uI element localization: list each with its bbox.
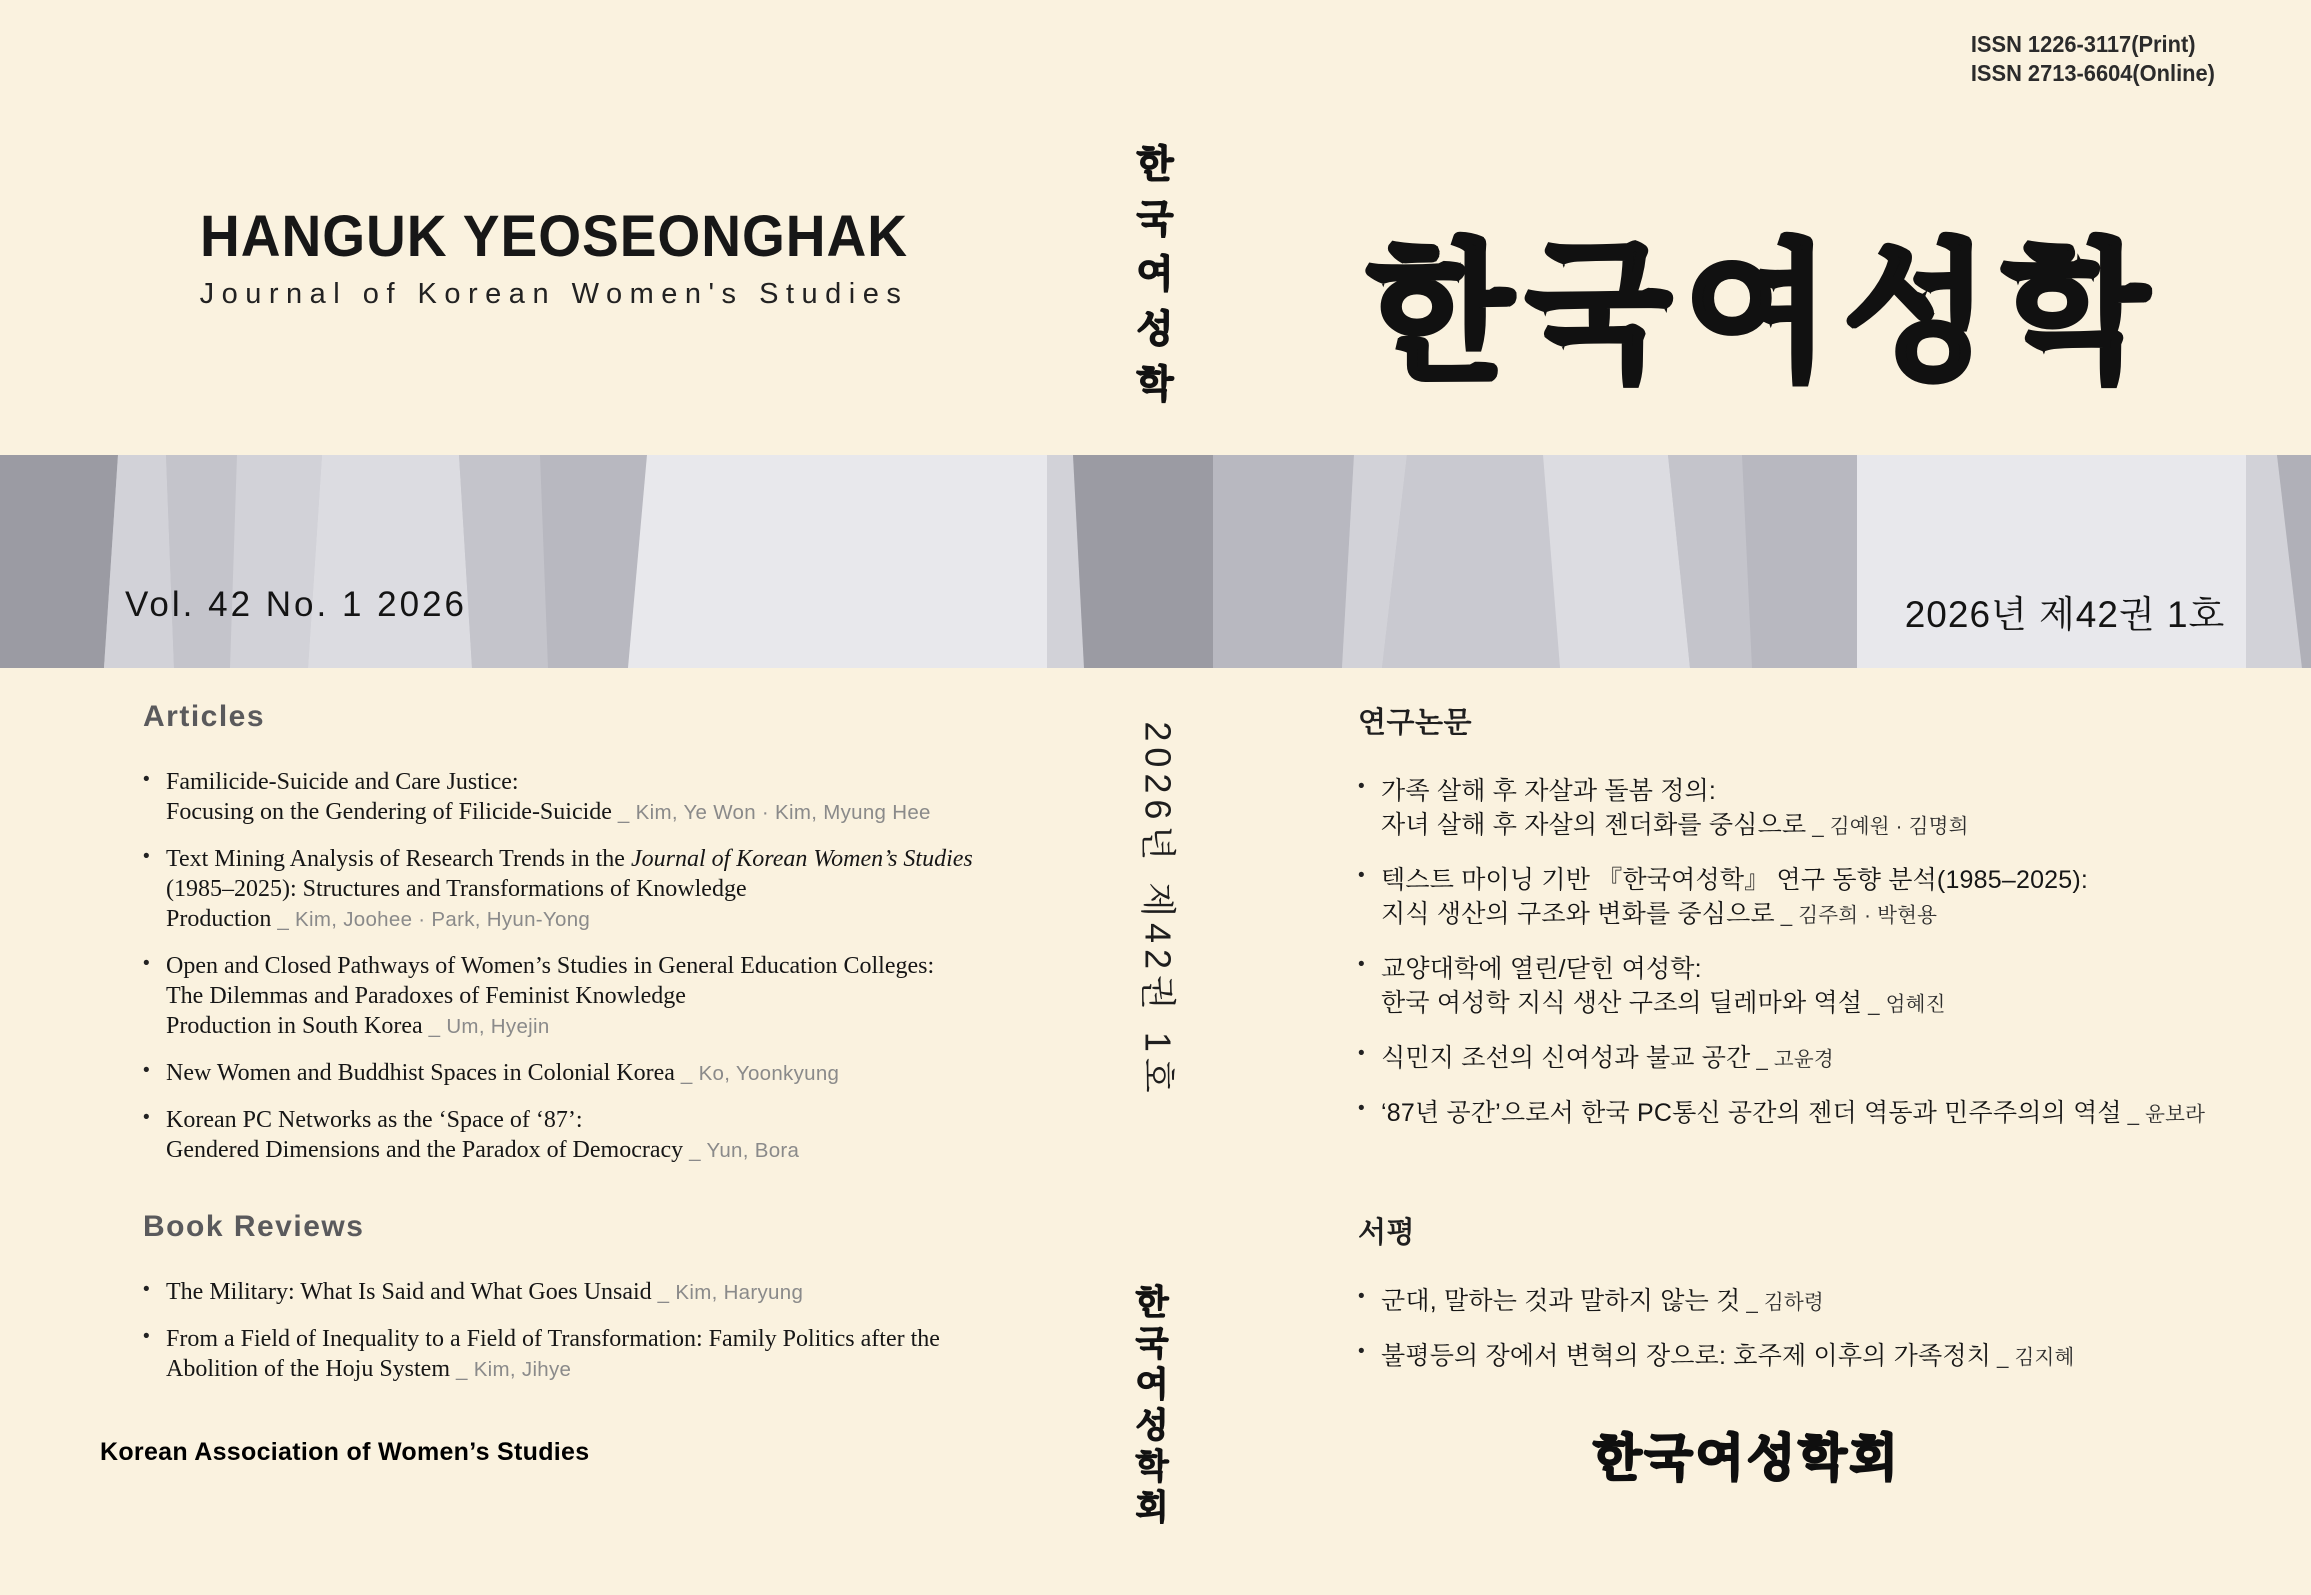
author-names: _ Kim, Ye Won · Kim, Myung Hee <box>611 801 931 824</box>
articles-heading: Articles <box>143 700 266 733</box>
toc-item <box>1358 1339 2218 1375</box>
author-names: _ 김주희 · 박현용 <box>1774 904 1938 927</box>
toc-title-line: Focusing on the Gendering of Filicide-Suicide _ Kim, Ye Won · Kim, Myung Hee <box>166 799 931 825</box>
toc-title-line: 자녀 살해 후 자살의 젠더화를 중심으로 _ 김예원 · 김명희 <box>1381 811 1969 839</box>
articles-section <box>143 700 1003 1182</box>
toc-title-line: Production in South Korea _ Um, Hyejin <box>166 1013 550 1039</box>
issn-online: ISSN 2713-6604(Online) <box>1970 60 2215 86</box>
bullet-icon: • <box>143 769 150 790</box>
toc-title-line: 가족 살해 후 자살과 돌봄 정의: <box>1381 777 1717 805</box>
bullet-icon: • <box>1358 1341 1365 1362</box>
spine-character: 여 <box>1136 254 1174 296</box>
toc-title-line: Production _ Kim, Joohee · Park, Hyun-Yong <box>166 906 591 932</box>
back-cover-title-block <box>0 203 1108 311</box>
toc-item <box>1358 1284 2218 1320</box>
author-names: _ 김예원 · 김명희 <box>1806 815 1969 838</box>
toc-item <box>143 1105 1003 1166</box>
publisher-english: Korean Association of Women’s Studies <box>100 1438 590 1466</box>
toc-title-line: Open and Closed Pathways of Women’s Studies in General Education Colleges: <box>166 953 935 979</box>
author-names: _ Um, Hyejin <box>422 1015 550 1038</box>
bullet-icon: • <box>1358 865 1365 886</box>
volume-english: Vol. 42 No. 1 2026 <box>125 585 467 624</box>
articles-list <box>143 767 1003 1166</box>
bullet-icon: • <box>1358 1286 1365 1307</box>
spine-character: 성 <box>1135 1407 1169 1445</box>
toc-title-line: 교양대학에 열린/닫힌 여성학: <box>1381 955 1702 983</box>
research-papers-heading: 연구논문 <box>1358 707 1473 739</box>
issn-block <box>1971 30 2215 88</box>
toc-item <box>143 1277 1003 1308</box>
toc-title-line: New Women and Buddhist Spaces in Colonial Korea _ Ko, Yoonkyung <box>166 1060 840 1086</box>
spine-character: 여 <box>1135 1366 1169 1404</box>
toc-item <box>1358 774 2218 844</box>
spine-character: 학 <box>1136 364 1174 406</box>
toc-title-line: (1985–2025): Structures and Transformations of Knowledge <box>166 876 747 902</box>
book-reviews-heading: Book Reviews <box>143 1210 365 1243</box>
author-names: _ 윤보라 <box>2121 1103 2206 1126</box>
spine-character: 회 <box>1135 1489 1169 1527</box>
bullet-icon: • <box>143 1060 150 1081</box>
korean-book-reviews-heading: 서평 <box>1358 1217 1416 1249</box>
toc-title-line: 불평등의 장에서 변혁의 장으로: 호주제 이후의 가족정치 _ 김지혜 <box>1381 1342 2075 1370</box>
toc-item <box>143 951 1003 1042</box>
korean-book-reviews-section <box>1358 1210 2218 1394</box>
publisher-korean-calligraphy: 한국여성학회 <box>1593 1430 1901 1486</box>
toc-title-line: Gendered Dimensions and the Paradox of Democracy _ Yun, Bora <box>166 1137 800 1163</box>
author-names: _ 엄혜진 <box>1862 993 1946 1016</box>
toc-title-line: ‘87년 공간’으로서 한국 PC통신 공간의 젠더 역동과 민주주의의 역설 _ 윤보라 <box>1381 1099 2206 1127</box>
research-papers-section <box>1358 700 2218 1151</box>
bullet-icon: • <box>1358 954 1365 975</box>
bullet-icon: • <box>143 953 150 974</box>
toc-title-line: From a Field of Inequality to a Field of Transformation: Family Politics after the <box>166 1326 940 1352</box>
korean-book-reviews-list <box>1358 1284 2218 1375</box>
author-names: _ 고윤경 <box>1750 1048 1834 1071</box>
toc-title-line: Abolition of the Hoju System _ Kim, Jihye <box>166 1356 572 1382</box>
volume-korean: 2026년 제42권 1호 <box>1904 594 2226 635</box>
spine-character: 국 <box>1136 199 1174 241</box>
spine-character: 국 <box>1135 1325 1169 1363</box>
toc-item <box>1358 1041 2218 1077</box>
research-papers-list <box>1358 774 2218 1132</box>
spine-title-vertical <box>1137 138 1174 413</box>
spine-volume-text: 2026년 제42권 1호 <box>1137 721 1179 1099</box>
toc-item <box>1358 1096 2218 1132</box>
toc-item <box>1358 952 2218 1022</box>
bullet-icon: • <box>143 1326 150 1347</box>
author-names: _ Kim, Haryung <box>651 1281 804 1304</box>
spine-character: 한 <box>1135 1284 1169 1322</box>
journal-title-romanized: HANGUK YEOSEONGHAK <box>200 204 908 269</box>
toc-item <box>143 767 1003 828</box>
toc-item <box>143 844 1003 935</box>
bullet-icon: • <box>143 846 150 867</box>
toc-item <box>1358 863 2218 933</box>
book-reviews-section <box>143 1210 1003 1401</box>
journal-title-korean-calligraphy: 한국여성학 <box>1367 229 2162 397</box>
spine-publisher-vertical <box>1136 1283 1169 1529</box>
toc-item <box>143 1058 1003 1089</box>
author-names: _ 김하령 <box>1740 1291 1824 1314</box>
toc-item <box>143 1324 1003 1385</box>
journal-subtitle-english: Journal of Korean Women's Studies <box>199 278 909 310</box>
toc-title-line: 텍스트 마이닝 기반 『한국여성학』 연구 동향 분석(1985–2025): <box>1381 866 2089 894</box>
issn-print: ISSN 1226-3117(Print) <box>1970 31 2196 57</box>
bullet-icon: • <box>143 1107 150 1128</box>
spine-character: 성 <box>1136 309 1174 351</box>
toc-title-line: 한국 여성학 지식 생산 구조의 딜레마와 역설 _ 엄혜진 <box>1381 989 1946 1017</box>
book-reviews-list <box>143 1277 1003 1385</box>
toc-title-line: 식민지 조선의 신여성과 불교 공간 _ 고윤경 <box>1381 1044 1834 1072</box>
bullet-icon: • <box>143 1279 150 1300</box>
author-names: _ Kim, Joohee · Park, Hyun-Yong <box>271 908 591 931</box>
author-names: _ Kim, Jihye <box>450 1358 572 1381</box>
toc-title-line: Familicide-Suicide and Care Justice: <box>166 769 519 795</box>
author-names: _ Yun, Bora <box>683 1139 800 1162</box>
toc-title-line: Korean PC Networks as the ‘Space of ‘87’: <box>166 1107 583 1133</box>
toc-title-line: The Dilemmas and Paradoxes of Feminist Knowledge <box>166 983 686 1009</box>
bullet-icon: • <box>1358 1043 1365 1064</box>
toc-title-line: Text Mining Analysis of Research Trends in the Journal of Korean Women’s Studies <box>166 846 973 872</box>
author-names: _ 김지혜 <box>1991 1346 2075 1369</box>
toc-title-line: 군대, 말하는 것과 말하지 않는 것 _ 김하령 <box>1381 1287 1824 1315</box>
spine-character: 한 <box>1136 144 1174 186</box>
toc-title-line: The Military: What Is Said and What Goes Unsaid _ Kim, Haryung <box>166 1279 804 1305</box>
toc-title-line: 지식 생산의 구조와 변화를 중심으로 _ 김주희 · 박현용 <box>1381 900 1938 928</box>
spine-character: 학 <box>1135 1448 1169 1486</box>
bullet-icon: • <box>1358 776 1365 797</box>
author-names: _ Ko, Yoonkyung <box>674 1062 840 1085</box>
bullet-icon: • <box>1358 1098 1365 1119</box>
